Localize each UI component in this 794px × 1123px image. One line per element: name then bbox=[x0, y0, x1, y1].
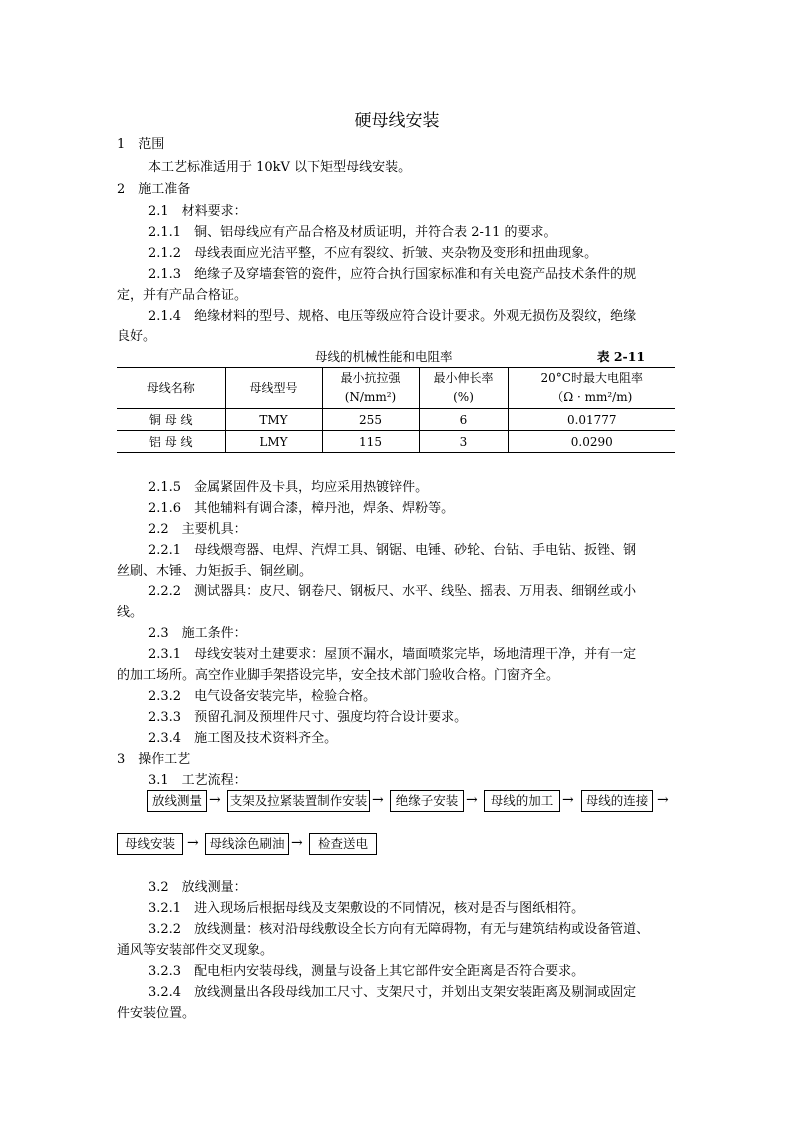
table-cell: TMY bbox=[225, 409, 322, 431]
header-model: 母线型号 bbox=[225, 368, 322, 409]
busbar-properties-table bbox=[117, 367, 675, 453]
table-cell: 0.01777 bbox=[508, 409, 675, 431]
table-header-row bbox=[117, 368, 675, 409]
flow-step: 母线的加工 bbox=[484, 790, 560, 812]
table-cell: 115 bbox=[322, 431, 419, 453]
section-2-1-5: 2.1.5 金属紧固件及卡具，均应采用热镀锌件。 bbox=[148, 480, 429, 495]
section-3-2: 3.2 放线测量： bbox=[148, 880, 247, 895]
flow-arrow-icon: → bbox=[562, 792, 574, 808]
section-3-1: 3.1 工艺流程： bbox=[148, 773, 247, 788]
section-2-2-1-cont: 丝刷、木锤、力矩扳手、铜丝刷。 bbox=[117, 564, 313, 579]
section-1-heading: 1 范围 bbox=[117, 137, 165, 152]
table-cell: 铝 母 线 bbox=[117, 431, 225, 453]
flow-step: 放线测量 bbox=[147, 790, 207, 812]
table-title: 母线的机械性能和电阻率 bbox=[315, 349, 453, 364]
flow-step: 母线安装 bbox=[117, 833, 183, 855]
flow-arrow-icon: → bbox=[291, 835, 303, 851]
table-caption bbox=[117, 347, 675, 363]
section-2-1-3-cont: 定，并有产品合格证。 bbox=[117, 288, 248, 303]
section-2-2-2-cont: 线。 bbox=[117, 605, 144, 620]
section-2-1-4: 2.1.4 绝缘材料的型号、规格、电压等级应符合设计要求。外观无损伤及裂纹，绝缘 bbox=[148, 309, 637, 324]
header-tensile: 最小抗拉强 (N/mm²) bbox=[322, 368, 419, 409]
table-row bbox=[117, 409, 675, 431]
section-2-3-2: 2.3.2 电气设备安装完毕，检验合格。 bbox=[148, 689, 377, 704]
section-2-2-2: 2.2.2 测试器具：皮尺、钢卷尺、钢板尺、水平、线坠、摇表、万用表、细钢丝或小 bbox=[148, 584, 637, 599]
flow-step: 支架及拉紧装置制作安装 bbox=[227, 790, 370, 812]
section-2-3: 2.3 施工条件： bbox=[148, 626, 247, 641]
flow-step: 绝缘子安装 bbox=[390, 790, 464, 812]
section-3-2-4-cont: 件安装位置。 bbox=[117, 1006, 196, 1021]
section-2-3-4: 2.3.4 施工图及技术资料齐全。 bbox=[148, 731, 338, 746]
section-2-1-2: 2.1.2 母线表面应光洁平整，不应有裂纹、折皱、夹杂物及变形和扭曲现象。 bbox=[148, 246, 598, 261]
section-3-2-1: 3.2.1 进入现场后根据母线及支架敷设的不同情况，核对是否与图纸相符。 bbox=[148, 901, 585, 916]
table-number: 表 2-11 bbox=[597, 349, 646, 364]
flow-arrow-icon: → bbox=[209, 792, 221, 808]
table-cell: LMY bbox=[225, 431, 322, 453]
table-cell: 255 bbox=[322, 409, 419, 431]
header-name: 母线名称 bbox=[117, 368, 225, 409]
header-elongation: 最小伸长率 (%) bbox=[419, 368, 508, 409]
section-2-3-1: 2.3.1 母线安装对土建要求：屋顶不漏水，墙面喷浆完毕，场地清理干净，并有一定 bbox=[148, 647, 637, 662]
table-cell: 3 bbox=[419, 431, 508, 453]
document-title: 硬母线安装 bbox=[354, 111, 440, 131]
section-3-2-2-cont: 通风等安装部件交叉现象。 bbox=[117, 943, 274, 958]
section-2-1-1: 2.1.1 铜、铝母线应有产品合格及材质证明，并符合表 2-11 的要求。 bbox=[148, 225, 557, 240]
section-2-2: 2.2 主要机具： bbox=[148, 522, 247, 537]
table-row bbox=[117, 431, 675, 453]
section-2-1: 2.1 材料要求： bbox=[148, 204, 247, 219]
flow-step: 检查送电 bbox=[309, 833, 377, 855]
flow-arrow-icon: → bbox=[187, 835, 199, 851]
section-2-1-3: 2.1.3 绝缘子及穿墙套管的瓷件，应符合执行国家标准和有关电瓷产品技术条件的规 bbox=[148, 267, 637, 282]
flow-arrow-icon: → bbox=[657, 792, 669, 808]
section-2-3-1-cont: 的加工场所。高空作业脚手架搭设完毕，安全技术部门验收合格。门窗齐全。 bbox=[117, 668, 560, 683]
table-cell: 铜 母 线 bbox=[117, 409, 225, 431]
table-cell: 0.0290 bbox=[508, 431, 675, 453]
flow-step: 母线的连接 bbox=[581, 790, 653, 812]
section-2-1-4-cont: 良好。 bbox=[117, 329, 157, 344]
flow-arrow-icon: → bbox=[372, 792, 384, 808]
flow-arrow-icon: → bbox=[466, 792, 478, 808]
section-2-3-3: 2.3.3 预留孔洞及预埋件尺寸、强度均符合设计要求。 bbox=[148, 710, 468, 725]
section-2-1-6: 2.1.6 其他辅料有调合漆，樟丹池，焊条、焊粉等。 bbox=[148, 501, 455, 516]
table-cell: 6 bbox=[419, 409, 508, 431]
header-resistivity: 20°C时最大电阻率 （Ω · mm²/m) bbox=[508, 368, 675, 409]
section-1-text: 本工艺标准适用于 10kV 以下矩型母线安装。 bbox=[148, 160, 412, 175]
section-2-2-1: 2.2.1 母线煨弯器、电焊、汽焊工具、钢锯、电锤、砂轮、台钻、手电钻、扳锉、钢 bbox=[148, 543, 637, 558]
section-3-2-2: 3.2.2 放线测量：核对沿母线敷设全长方向有无障碍物，有无与建筑结构或设备管道、 bbox=[148, 922, 650, 937]
section-3-2-4: 3.2.4 放线测量出各段母线加工尺寸、支架尺寸，并划出支架安装距离及剔洞或固定 bbox=[148, 985, 637, 1000]
flow-step: 母线涂色刷油 bbox=[205, 833, 289, 855]
section-3-heading: 3 操作工艺 bbox=[117, 752, 191, 767]
section-3-2-3: 3.2.3 配电柜内安装母线，测量与设备上其它部件安全距离是否符合要求。 bbox=[148, 964, 585, 979]
section-2-heading: 2 施工准备 bbox=[117, 182, 191, 197]
